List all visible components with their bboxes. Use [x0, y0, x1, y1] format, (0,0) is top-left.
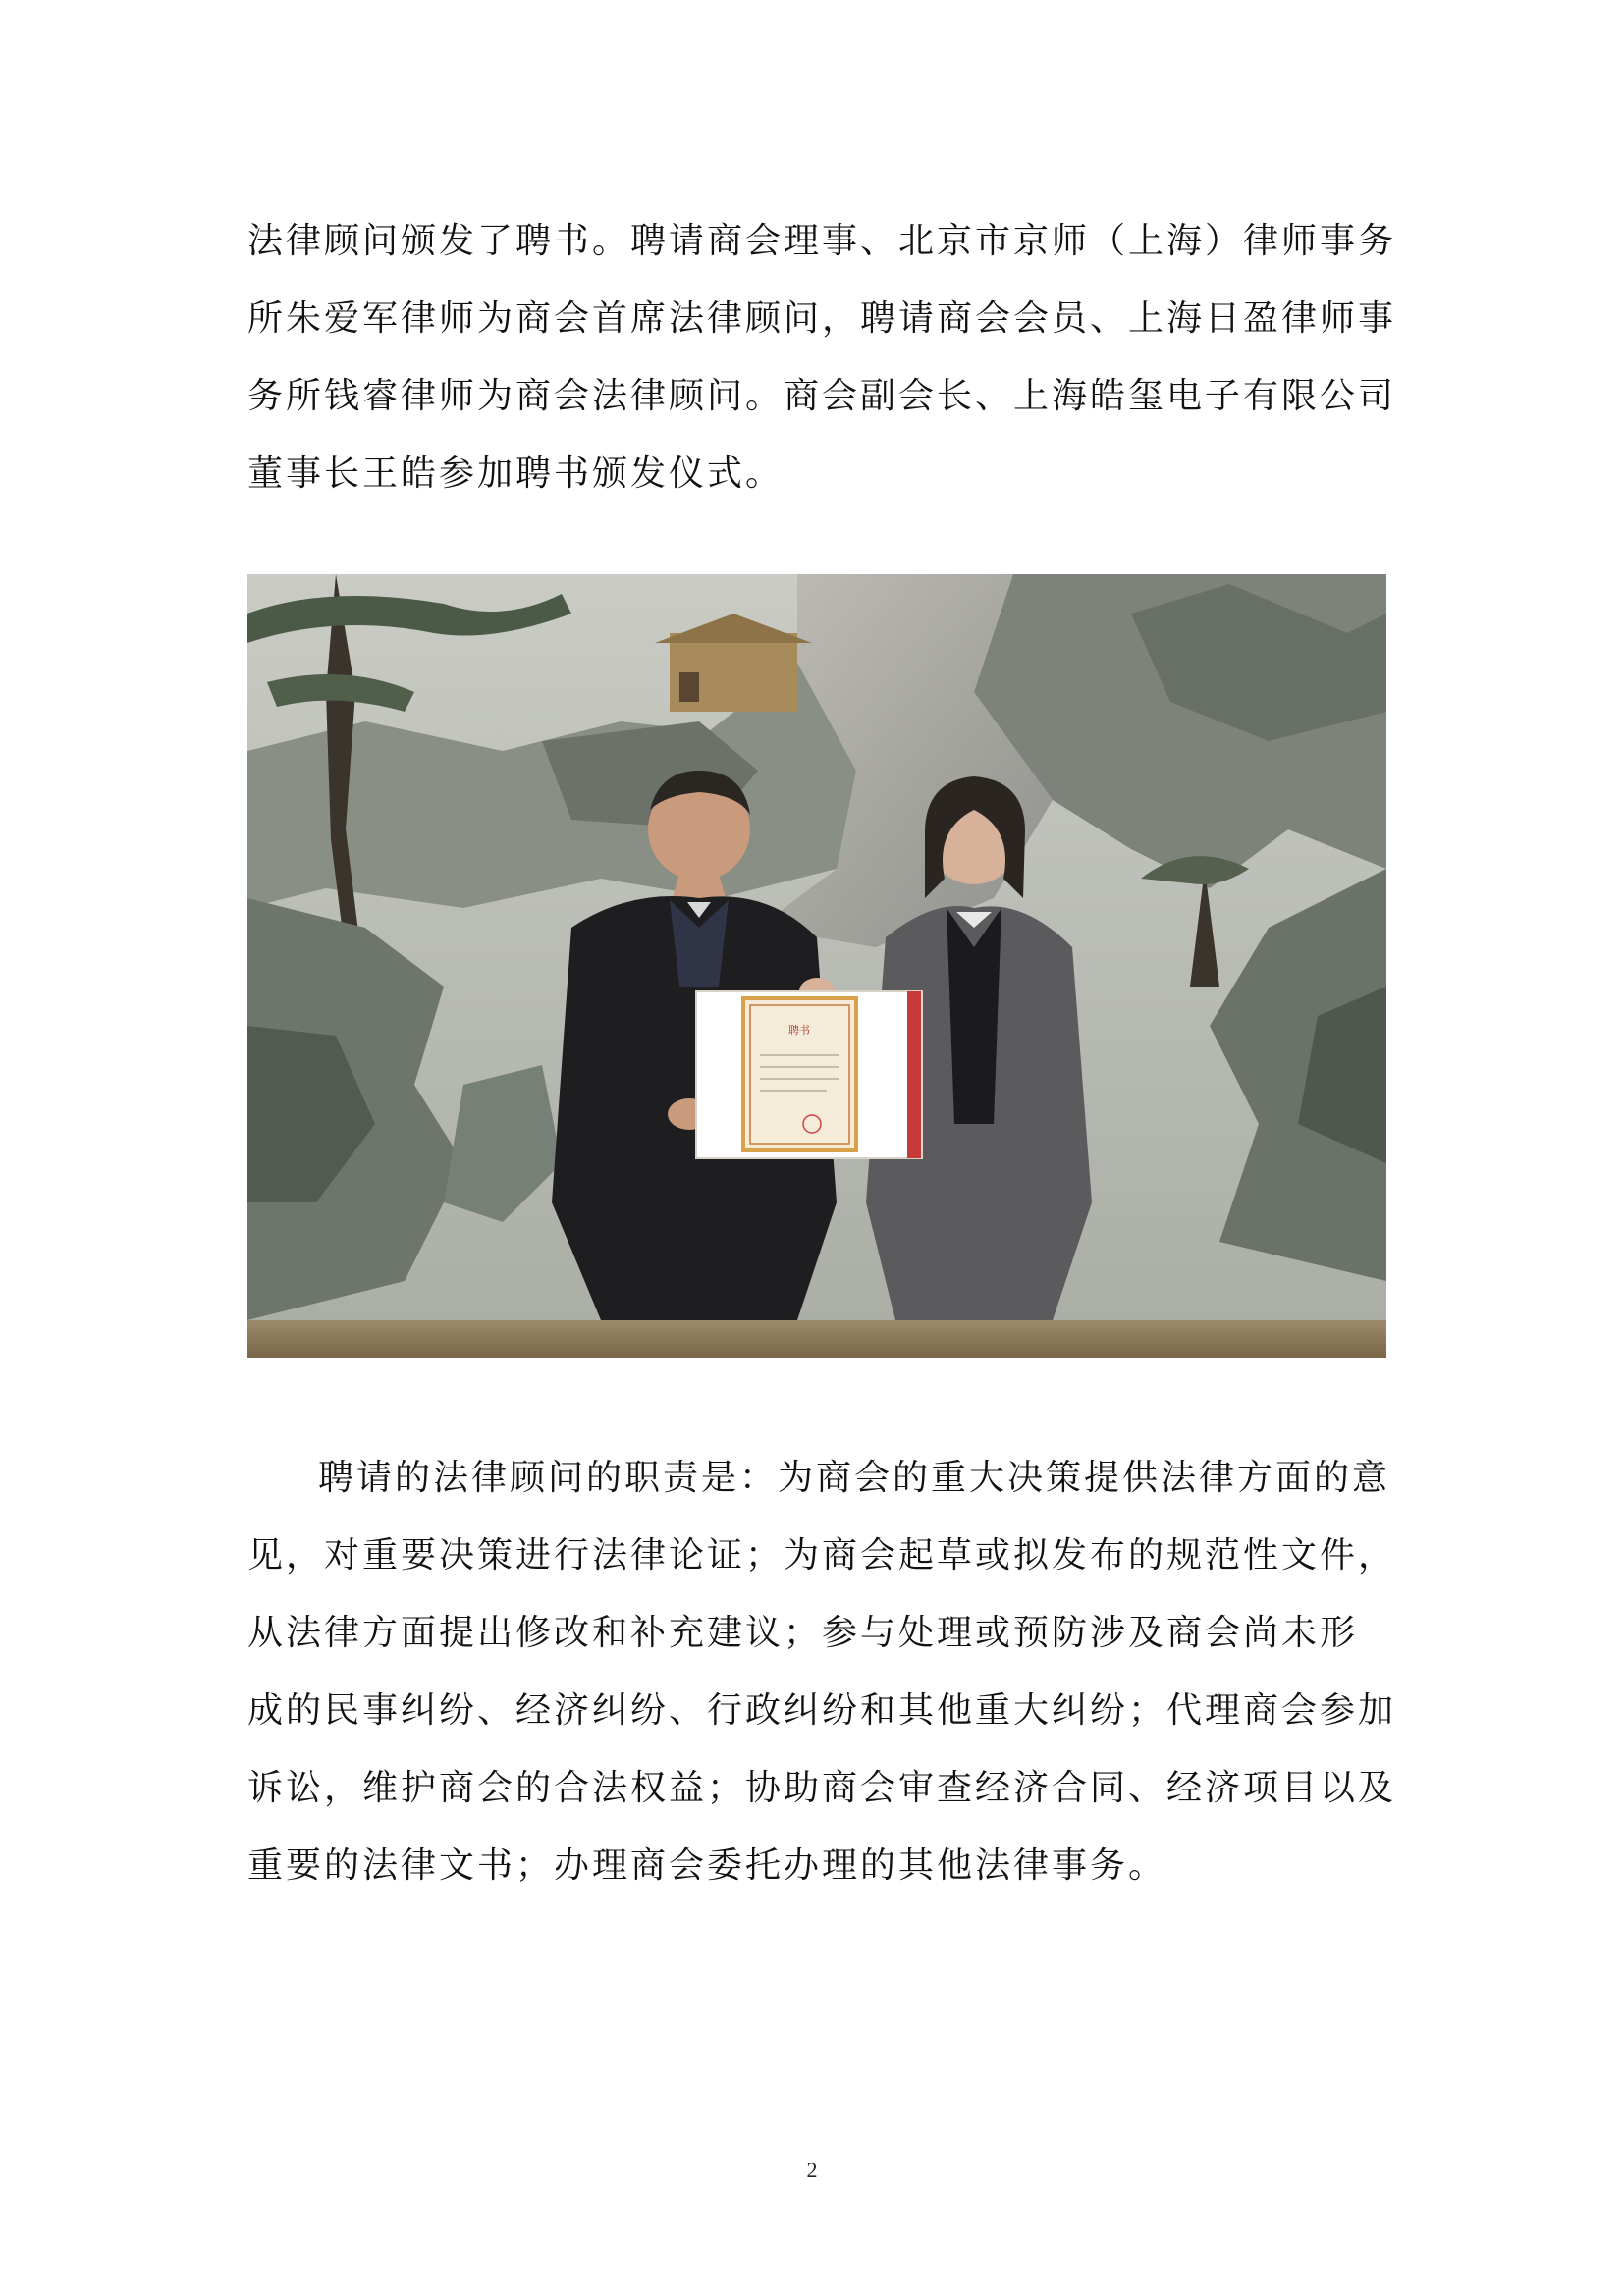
paragraph-line: 成的民事纠纷、经济纠纷、行政纠纷和其他重大纠纷；代理商会参加 [247, 1690, 1397, 1731]
paragraph-line: 法律顾问颁发了聘书。聘请商会理事、北京市京师（上海）律师事务 [247, 221, 1397, 261]
ceremony-photo [247, 574, 1386, 1358]
paragraph-line: 聘请的法律顾问的职责是：为商会的重大决策提供法律方面的意 [318, 1458, 1391, 1498]
paragraph-duties [247, 1439, 1397, 1904]
paragraph-line: 董事长王皓参加聘书颁发仪式。 [247, 454, 785, 494]
certificate-title: 聘书 [788, 1024, 810, 1037]
paragraph-line: 务所钱睿律师为商会法律顾问。商会副会长、上海皓玺电子有限公司 [247, 376, 1397, 416]
paragraph-line: 见，对重要决策进行法律论证；为商会起草或拟发布的规范性文件， [247, 1535, 1397, 1575]
paragraph-line: 重要的法律文书；办理商会委托办理的其他法律事务。 [247, 1845, 1167, 1886]
paragraph-line: 所朱爱军律师为商会首席法律顾问，聘请商会会员、上海日盈律师事 [247, 298, 1397, 339]
paragraph-line: 从法律方面提出修改和补充建议；参与处理或预防涉及商会尚未形 [247, 1613, 1359, 1653]
page-number: 2 [806, 2158, 818, 2182]
paragraph-appointment [247, 202, 1397, 512]
paragraph-line: 诉讼，维护商会的合法权益；协助商会审查经济合同、经济项目以及 [247, 1768, 1397, 1808]
